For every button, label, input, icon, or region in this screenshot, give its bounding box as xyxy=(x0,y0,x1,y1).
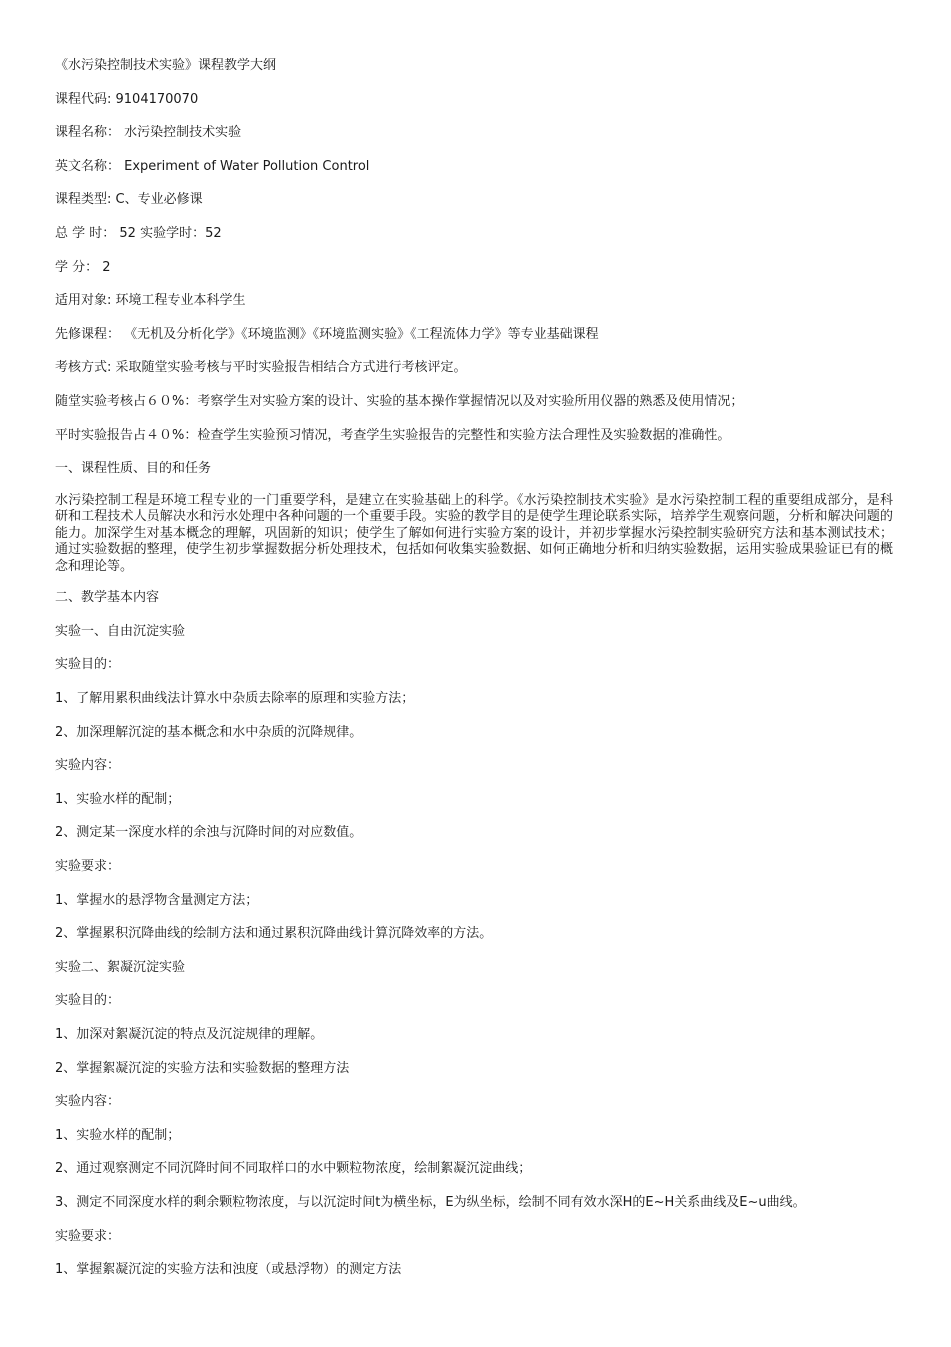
experiment-2-requirement-item: 1、掌握絮凝沉淀的实验方法和浊度（或悬浮物）的测定方法 xyxy=(55,1262,402,1278)
assessment-report-weight: 平时实验报告占４０%：检查学生实验预习情况，考查学生实验报告的完整性和实验方法合理性及实验数据的准确性。 xyxy=(55,427,731,443)
experiment-2-purpose-label: 实验目的： xyxy=(55,993,121,1009)
syllabus-document xyxy=(55,56,893,1294)
course-type: 课程类型: C、专业必修课 xyxy=(55,192,203,208)
experiment-1-purpose-item: 2、加深理解沉淀的基本概念和水中杂质的沉降规律。 xyxy=(55,724,363,740)
experiment-1-purpose-item: 1、了解用累积曲线法计算水中杂质去除率的原理和实验方法； xyxy=(55,691,415,706)
experiment-1-requirement-label: 实验要求： xyxy=(55,858,121,874)
experiment-2-purpose-item: 1、加深对絮凝沉淀的特点及沉淀规律的理解。 xyxy=(55,1026,324,1042)
assessment-lab-weight: 随堂实验考核占６０%：考察学生对实验方案的设计、实验的基本操作掌握情况以及对实验所用仪器的熟悉及使用情况； xyxy=(55,393,744,409)
section-heading-content: 二、教学基本内容 xyxy=(55,590,160,606)
experiment-1-purpose-label: 实验目的： xyxy=(55,657,121,673)
experiment-1-content-label: 实验内容： xyxy=(55,758,121,774)
document-title: 《水污染控制技术实验》课程教学大纲 xyxy=(55,58,277,73)
experiment-1-requirement-item: 2、掌握累积沉降曲线的绘制方法和通过累积沉降曲线计算沉降效率的方法。 xyxy=(55,926,493,942)
course-name: 课程名称： 水污染控制技术实验 xyxy=(55,125,242,141)
english-name: 英文名称： Experiment of Water Pollution Control xyxy=(55,158,370,174)
section-heading-nature: 一、课程性质、目的和任务 xyxy=(55,461,212,477)
experiment-2-title: 实验二、絮凝沉淀实验 xyxy=(55,959,186,975)
experiment-2-content-item: 2、通过观察测定不同沉降时间不同取样口的水中颗粒物浓度，绘制絮凝沉淀曲线； xyxy=(55,1161,532,1177)
experiment-1-requirement-item: 1、掌握水的悬浮物含量测定方法； xyxy=(55,892,259,908)
experiment-2-content-item: 3、测定不同深度水样的剩余颗粒物浓度，与以沉淀时间t为横坐标，E为纵坐标，绘制不同有效水深H的E~H关系曲线及E~u曲线。 xyxy=(55,1194,806,1210)
experiment-2-requirement-label: 实验要求： xyxy=(55,1228,121,1244)
credits: 学 分： 2 xyxy=(55,259,111,275)
section-paragraph-nature: 水污染控制工程是环境工程专业的一门重要学科，是建立在实验基础上的科学。《水污染控制技术实验》是水污染控制工程的重要组成部分，是科研和工程技术人员解决水和污水处理中各种问题的一个重要手段。实验的教学目的是使学生理论联系实际，培养学生观察问题，分析和解决问题的能力。加深学生对基本概念的理解，巩固新的知识；使学生了解如何进行实验方案的设计，并初步掌握水污染控制实验研究方法和基本测试技术；通过实验数据的整理，使学生初步掌握数据分析处理技术，包括如何收集实验数据、如何正确地分析和归纳实验数据，运用实验成果验证已有的概念和理论等。 xyxy=(55,492,893,574)
experiment-2-content-item: 1、实验水样的配制； xyxy=(55,1127,181,1143)
experiment-1-content-item: 1、实验水样的配制； xyxy=(55,791,181,807)
total-hours: 总 学 时： 52 实验学时：52 xyxy=(55,225,222,241)
experiment-1-title: 实验一、自由沉淀实验 xyxy=(55,623,186,639)
target-audience: 适用对象: 环境工程专业本科学生 xyxy=(55,293,246,309)
experiment-1-content-item: 2、测定某一深度水样的余浊与沉降时间的对应数值。 xyxy=(55,825,363,841)
prerequisite-courses: 先修课程： 《无机及分析化学》《环境监测》《环境监测实验》《工程流体力学》等专业基础课程 xyxy=(55,326,599,342)
assessment-method: 考核方式: 采取随堂实验考核与平时实验报告相结合方式进行考核评定。 xyxy=(55,360,467,376)
experiment-2-purpose-item: 2、掌握絮凝沉淀的实验方法和实验数据的整理方法 xyxy=(55,1060,350,1076)
course-code: 课程代码: 9104170070 xyxy=(55,91,199,107)
experiment-2-content-label: 实验内容： xyxy=(55,1094,121,1110)
